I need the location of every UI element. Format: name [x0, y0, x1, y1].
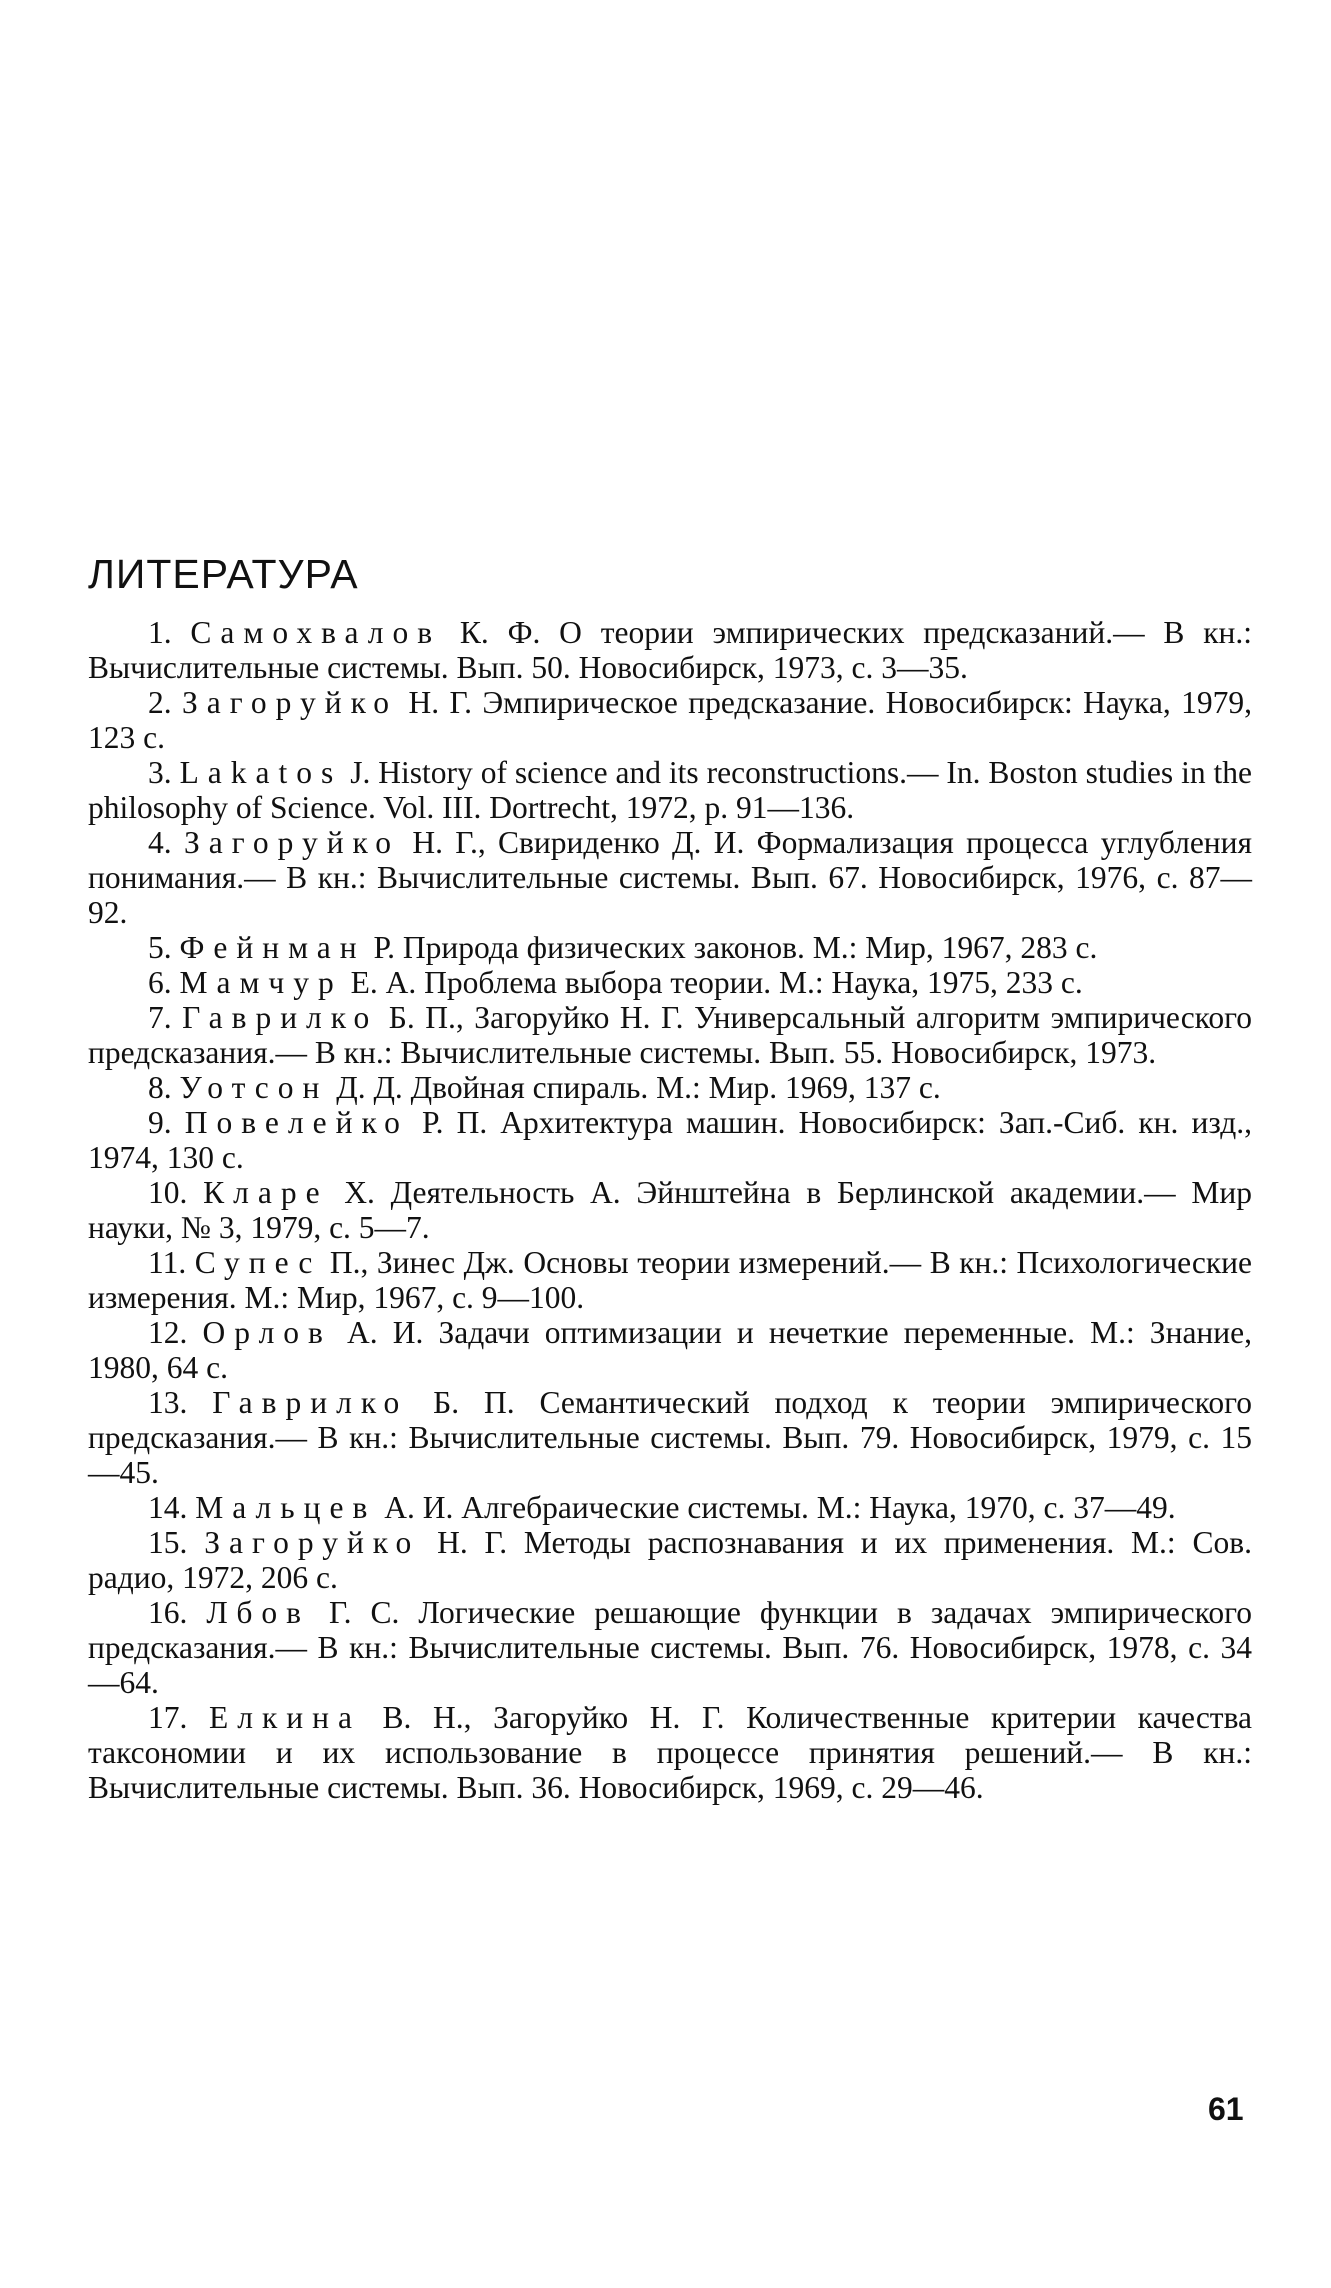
section-heading: ЛИТЕРАТУРА [88, 551, 359, 597]
reference-author: Мамчур [179, 965, 343, 1001]
reference-text: Р. Природа физических законов. М.: Мир, 1967, 283 с. [365, 930, 1098, 966]
reference-number: 11. [148, 1245, 187, 1281]
reference-number: 8. [148, 1070, 172, 1106]
reference-author: Загоруйко [204, 1525, 421, 1561]
reference-number: 12. [148, 1315, 188, 1351]
reference-text: Е. А. Проблема выбора теории. М.: Наука, 1975, 233 с. [342, 965, 1083, 1001]
reference-text: П., Зинес Дж. Основы теории измерений.— В кн.: Психологические измерения. М.: Мир, 1967, с. 9—100. [88, 1245, 1252, 1316]
reference-author: Уотсон [179, 1070, 329, 1106]
reference-item [88, 930, 1252, 965]
reference-item [88, 1000, 1252, 1070]
reference-author: Загоруйко [183, 825, 401, 861]
reference-author: Лбов [206, 1595, 310, 1631]
reference-author: Мальцев [195, 1490, 377, 1526]
reference-number: 7. [148, 1000, 172, 1036]
reference-number: 5. [148, 930, 172, 966]
reference-item [88, 615, 1252, 685]
reference-item [88, 965, 1252, 1000]
reference-item [88, 1070, 1252, 1105]
reference-number: 9. [148, 1105, 172, 1141]
reference-number: 3. [148, 755, 172, 791]
reference-item [88, 1595, 1252, 1700]
reference-number: 13. [148, 1385, 188, 1421]
reference-text: Б. П., Загоруйко Н. Г. Универсальный алгоритм эмпирического предсказания.— В кн.: Вычислительные системы. Вып. 55. Новосибирск, 1973. [88, 1000, 1253, 1071]
reference-number: 1. [148, 615, 172, 651]
reference-text: Б. П. Семантический подход к теории эмпирического предсказания.— В кн.: Вычислительные системы. Вып. 79. Новосибирск, 1979, с. 15—45. [88, 1385, 1253, 1491]
reference-text: Н. Г. Эмпирическое предсказание. Новосибирск: Наука, 1979, 123 с. [88, 685, 1252, 756]
reference-text: Н. Г. Методы распознавания и их применения. М.: Сов. радио, 1972, 206 с. [88, 1525, 1253, 1596]
reference-item [88, 1700, 1252, 1805]
reference-number: 4. [148, 825, 172, 861]
reference-item [88, 1245, 1252, 1315]
reference-number: 10. [148, 1175, 188, 1211]
reference-author: Самохвалов [190, 615, 442, 651]
reference-author: Кларе [203, 1175, 329, 1211]
reference-number: 14. [148, 1490, 188, 1526]
reference-text: Р. П. Архитектура машин. Новосибирск: Зап.-Сиб. кн. изд., 1974, 130 с. [88, 1105, 1253, 1176]
reference-text: J. History of science and its reconstructions.— In. Boston studies in the philosophy of Science. Vol. III. Dortrecht, 1972, p. 91—136. [88, 755, 1252, 826]
reference-item [88, 1385, 1252, 1490]
reference-author: Загоруйко [182, 685, 399, 721]
reference-number: 16. [148, 1595, 188, 1631]
reference-item [88, 1175, 1252, 1245]
reference-author: Елкина [208, 1700, 361, 1736]
reference-item [88, 755, 1252, 825]
reference-item [88, 1490, 1252, 1525]
reference-author: Lakatos [179, 755, 343, 791]
reference-number: 6. [148, 965, 172, 1001]
reference-number: 15. [148, 1525, 188, 1561]
reference-page [88, 552, 1252, 1805]
reference-item [88, 1315, 1252, 1385]
reference-number: 2. [148, 685, 172, 721]
reference-text: Г. С. Логические решающие функции в задачах эмпирического предсказания.— В кн.: Вычислительные системы. Вып. 76. Новосибирск, 1978, с. 34—64. [88, 1595, 1252, 1701]
reference-author: Повелейко [184, 1105, 409, 1141]
reference-text: А. И. Задачи оптимизации и нечеткие переменные. М.: Знание, 1980, 64 с. [88, 1315, 1252, 1386]
reference-author: Фейнман [179, 930, 366, 966]
reference-text: Н. Г., Свириденко Д. И. Формализация процесса углубления понимания.— В кн.: Вычислительные системы. Вып. 67. Новосибирск, 1976, с. 87—92. [88, 825, 1253, 931]
reference-item [88, 685, 1252, 755]
reference-author: Гаврилко [182, 1000, 379, 1036]
reference-item [88, 825, 1252, 930]
reference-list [88, 615, 1252, 1805]
reference-author: Орлов [202, 1315, 332, 1351]
reference-text: К. Ф. О теории эмпирических предсказаний.— В кн.: Вычислительные системы. Вып. 50. Новосибирск, 1973, с. 3—35. [88, 615, 1253, 686]
page-number: 61 [1208, 2091, 1244, 2127]
reference-text: В. Н., Загоруйко Н. Г. Количественные критерии качества таксономии и их использование в процессе принятия решений.— В кн.: Вычислительные системы. Вып. 36. Новосибирск, 1969, с. 29—46. [88, 1700, 1253, 1806]
reference-author: Гаврилко [212, 1385, 409, 1421]
reference-author: Супес [194, 1245, 322, 1281]
reference-text: А. И. Алгебраические системы. М.: Наука, 1970, с. 37—49. [376, 1490, 1176, 1526]
reference-text: Х. Деятельность А. Эйнштейна в Берлинской академии.— Мир науки, № 3, 1979, с. 5—7. [88, 1175, 1252, 1246]
reference-item [88, 1105, 1252, 1175]
reference-number: 17. [148, 1700, 188, 1736]
reference-item [88, 1525, 1252, 1595]
reference-text: Д. Д. Двойная спираль. М.: Мир. 1969, 137 с. [328, 1070, 941, 1106]
